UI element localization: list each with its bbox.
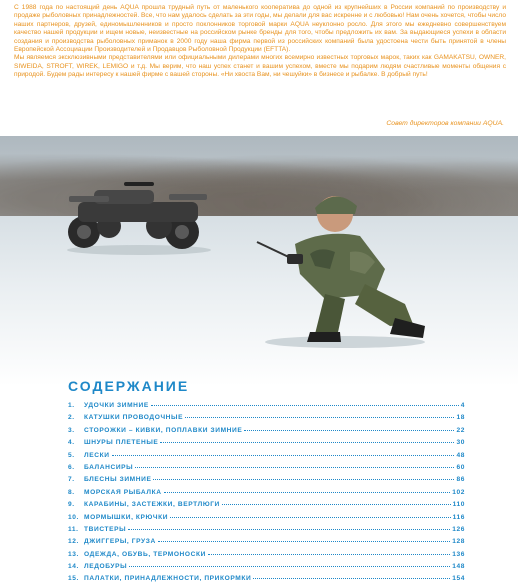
toc-label: КАТУШКИ ПРОВОДОЧНЫЕ bbox=[84, 414, 184, 422]
toc-page: 30 bbox=[456, 439, 465, 447]
toc-page: 110 bbox=[452, 501, 465, 509]
toc-leader bbox=[160, 437, 454, 443]
toc-page: 154 bbox=[452, 575, 465, 583]
toc-label: МОРСКАЯ РЫБАЛКА bbox=[84, 488, 162, 496]
toc-leader bbox=[128, 524, 450, 530]
toc-leader bbox=[185, 412, 454, 418]
toc-number: 10. bbox=[68, 513, 79, 521]
toc-page: 60 bbox=[456, 463, 465, 471]
toc-number: 14. bbox=[68, 563, 79, 571]
winter-fishing-photo bbox=[0, 136, 518, 386]
toc-page: 102 bbox=[452, 488, 465, 496]
toc-page: 4 bbox=[460, 402, 465, 409]
toc-leader bbox=[208, 549, 450, 555]
toc-label: ПАЛАТКИ, ПРИНАДЛЕЖНОСТИ, ПРИКОРМКИ bbox=[84, 575, 252, 583]
toc-label: БЛЕСНЫ ЗИМНИЕ bbox=[84, 476, 152, 484]
toc-page: 86 bbox=[456, 476, 465, 484]
intro-paragraph-2: Мы являемся эксклюзивными представителями или официальными дилерами многих всемирно известных торговых марок, таких как GAMAKATSU, OWNER, SIWEIDA, STROFT, WIREK, LEMIGO и т.д. Мы верим, что наш успех станет и вашим успехом, вместе мы подарим людям счастливые моменты общения с природой. Будем рады интересу к нашей фирме с вашей стороны. «Ни хвоста Вам, ни чешуйки» в бизнесе и рыбалке. В добрый путь! bbox=[14, 54, 506, 79]
ice-fisherman-icon bbox=[255, 174, 435, 349]
toc-page: 22 bbox=[456, 426, 465, 434]
toc-label: ШНУРЫ ПЛЕТЕНЫЕ bbox=[84, 439, 159, 447]
toc-leader bbox=[170, 512, 450, 518]
intro-paragraph-1: С 1988 года по настоящий день AQUA прошла трудный путь от маленького кооператива до одной из крупнейших в России компаний по производству и продаже рыболовных принадлежностей. Все, что нам удалось сделать за эти годы, мы делали для вас искренне и с любовью! Нам очень хочется, чтобы число наших партнеров, друзей, единомышленников и просто поклонников торговой марки AQUA неуклонно росло. Для этого мы ежедневно совершенствуем качество нашей продукции и ищем новые, неизвестные на российском рынке бренды для того, чтобы предложить их вам. За выдающиеся успехи в области создания и производства рыболовных приманок в 2000 году наша фирма первой из российских компаний была удостоена чести быть принятой в члены Европейской Ассоциации Производителей и Продавцов Рыболовной Продукции (EFTTA). bbox=[14, 4, 506, 54]
toc-number: 12. bbox=[68, 538, 79, 546]
toc-page: 116 bbox=[452, 513, 465, 521]
toc-label: УДОЧКИ ЗИМНИЕ bbox=[84, 402, 149, 409]
toc-leader bbox=[222, 499, 451, 505]
toc-label: ТВИСТЕРЫ bbox=[84, 525, 127, 533]
toc-label: ДЖИГГЕРЫ, ГРУЗА bbox=[84, 538, 156, 546]
atv-icon bbox=[64, 176, 214, 256]
toc-page: 136 bbox=[452, 550, 465, 558]
intro-text bbox=[14, 4, 506, 80]
toc-leader bbox=[151, 400, 459, 406]
toc-number: 8. bbox=[68, 488, 75, 496]
signature: Совет директоров компании AQUA. bbox=[386, 120, 504, 127]
toc-label: ЛЕДОБУРЫ bbox=[84, 563, 128, 571]
toc-number: 11. bbox=[68, 525, 79, 533]
toc-leader bbox=[135, 462, 454, 468]
toc-page: 128 bbox=[452, 538, 465, 546]
toc-leader bbox=[112, 450, 455, 456]
toc-number: 15. bbox=[68, 575, 79, 583]
toc-leader bbox=[129, 561, 450, 567]
toc-number: 6. bbox=[68, 463, 75, 471]
toc-number: 4. bbox=[68, 439, 75, 447]
table-of-contents bbox=[68, 401, 465, 585]
toc-page: 48 bbox=[456, 451, 465, 459]
toc-label: БАЛАНСИРЫ bbox=[84, 463, 134, 471]
toc-number: 5. bbox=[68, 451, 75, 459]
toc-row[interactable] bbox=[68, 574, 465, 585]
toc-label: МОРМЫШКИ, КРЮЧКИ bbox=[84, 513, 169, 521]
toc-title: СОДЕРЖАНИЕ bbox=[68, 378, 190, 394]
toc-leader bbox=[253, 573, 450, 579]
toc-label: СТОРОЖКИ – КИВКИ, ПОПЛАВКИ ЗИМНИЕ bbox=[84, 426, 243, 434]
toc-leader bbox=[244, 425, 454, 431]
toc-number: 13. bbox=[68, 550, 79, 558]
toc-number: 9. bbox=[68, 501, 75, 509]
toc-number: 1. bbox=[68, 402, 75, 409]
toc-page: 148 bbox=[452, 563, 465, 571]
toc-page: 126 bbox=[452, 525, 465, 533]
toc-leader bbox=[158, 536, 450, 542]
toc-leader bbox=[164, 487, 451, 493]
toc-label: КАРАБИНЫ, ЗАСТЕЖКИ, ВЕРТЛЮГИ bbox=[84, 501, 220, 509]
toc-number: 7. bbox=[68, 476, 75, 484]
toc-leader bbox=[153, 474, 454, 480]
toc-number: 2. bbox=[68, 414, 75, 422]
toc-page: 18 bbox=[456, 414, 465, 422]
toc-label: ЛЕСКИ bbox=[84, 451, 110, 459]
toc-label: ОДЕЖДА, ОБУВЬ, ТЕРМОНОСКИ bbox=[84, 550, 206, 558]
toc-number: 3. bbox=[68, 426, 75, 434]
